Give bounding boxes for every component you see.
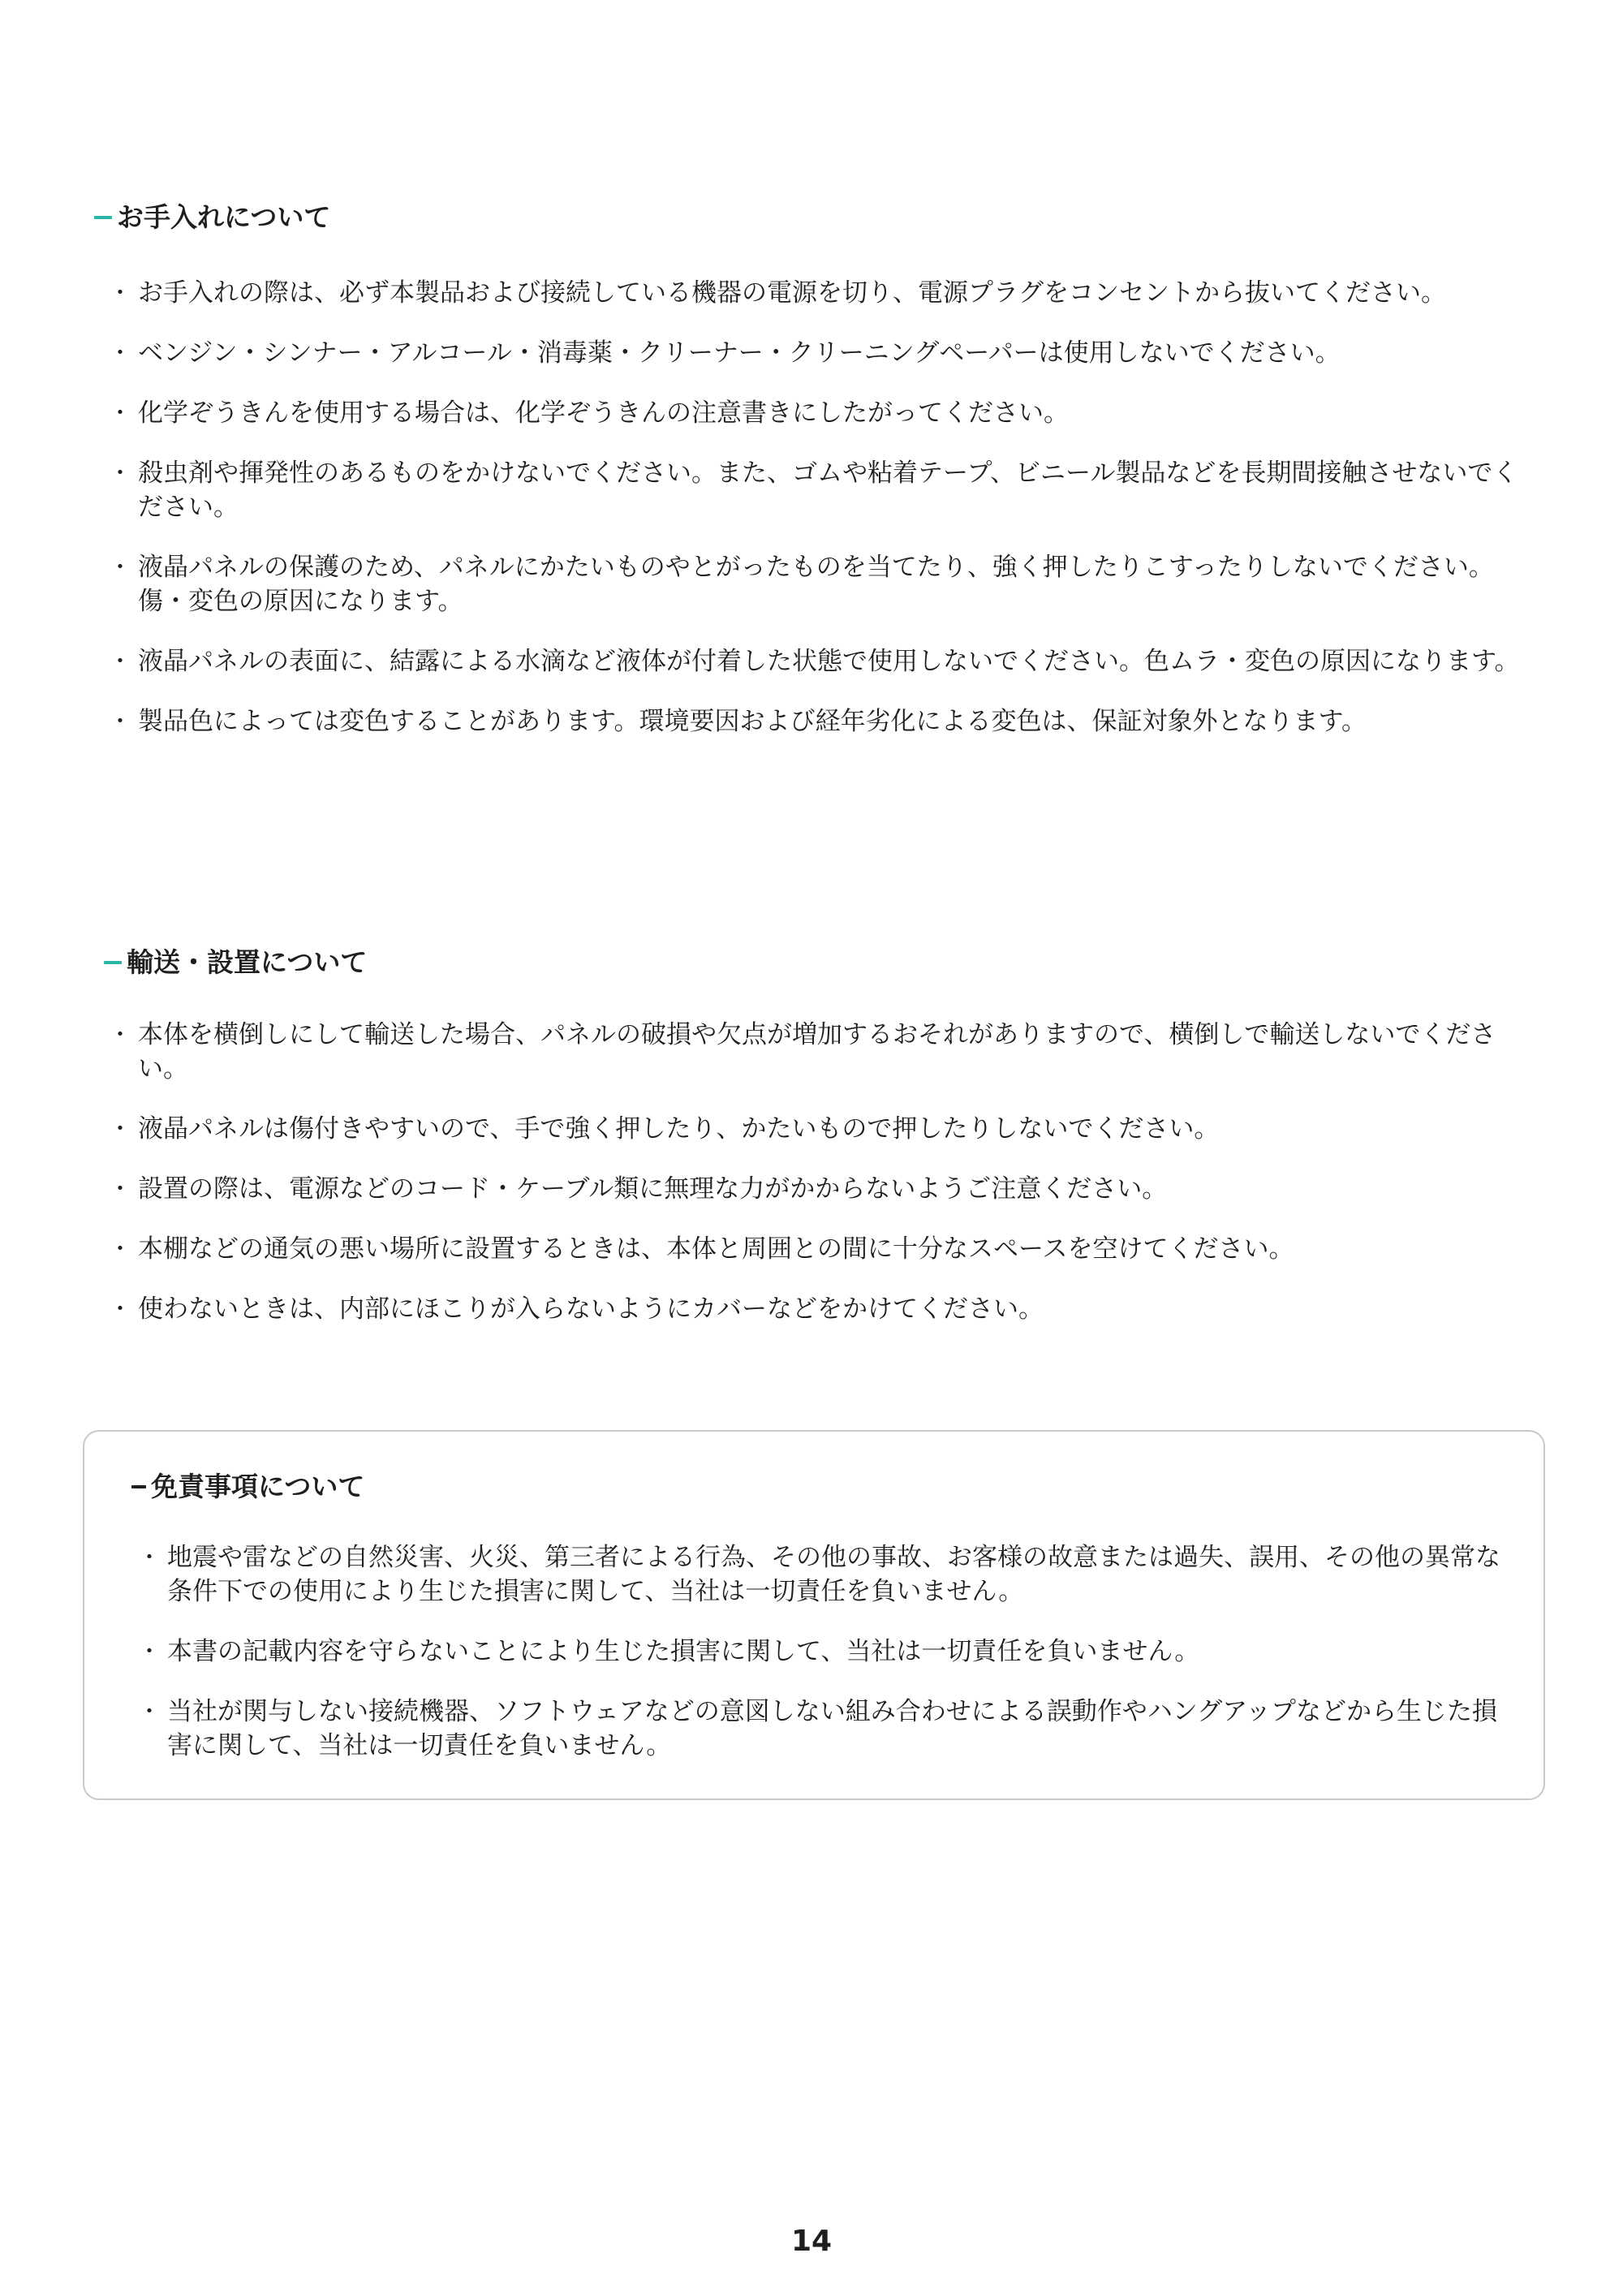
page-number: 14	[790, 2225, 833, 2258]
section-heading-care	[94, 201, 330, 234]
list-item: ・ ベンジン・シンナー・アルコール・消毒薬・クリーナー・クリーニングペーパーは使用しないでください。	[109, 336, 1529, 370]
bullet-icon: ・	[109, 1115, 132, 1142]
section-heading-transport	[104, 946, 367, 979]
disclaimer-list	[138, 1540, 1518, 1789]
list-item: ・ 殺虫剤や揮発性のあるものをかけないでください。また、ゴムや粘着テープ、ビニール製品などを長期間接触させないでください。	[109, 456, 1529, 524]
bullet-icon: ・	[109, 554, 132, 580]
list-item: ・ 地震や雷などの自然災害、火災、第三者による行為、その他の事故、お客様の故意または過失、誤用、その他の異常な条件下での使用により生じた損害に関して、当社は一切責任を負いません。	[138, 1540, 1518, 1609]
list-item: ・ 製品色によっては変色することがあります。環境要因および経年劣化による変色は、保証対象外となります。	[109, 704, 1529, 739]
bullet-icon: ・	[109, 648, 132, 674]
bullet-icon: ・	[109, 459, 132, 486]
section-title: 輸送・設置について	[127, 946, 368, 978]
care-list	[109, 276, 1529, 765]
bullet-icon: ・	[109, 1295, 132, 1322]
list-item: ・ 液晶パネルの保護のため、パネルにかたいものやとがったものを当てたり、強く押したりこすったりしないでください。傷・変色の原因になります。	[109, 550, 1529, 618]
list-item: ・ 本書の記載内容を守らないことにより生じた損害に関して、当社は一切責任を負いません。	[138, 1635, 1518, 1669]
bullet-icon: ・	[109, 1021, 132, 1048]
list-item: ・ 使わないときは、内部にほこりが入らないようにカバーなどをかけてください。	[109, 1292, 1529, 1326]
section-title: 免責事項について	[151, 1471, 365, 1502]
bullet-icon: ・	[109, 1175, 132, 1202]
list-item: ・ 当社が関与しない接続機器、ソフトウェアなどの意図しない組み合わせによる誤動作やハングアップなどから生じた損害に関して、当社は一切責任を負いません。	[138, 1695, 1518, 1763]
heading-dash-mark	[131, 1485, 146, 1488]
bullet-icon: ・	[138, 1544, 161, 1570]
list-item: ・ 液晶パネルは傷付きやすいので、手で強く押したり、かたいもので押したりしないでください。	[109, 1112, 1529, 1146]
bullet-icon: ・	[109, 339, 132, 366]
list-item: ・ 本体を横倒しにして輸送した場合、パネルの破損や欠点が増加するおそれがありますので、横倒しで輸送しないでください。	[109, 1018, 1529, 1086]
list-item: ・ お手入れの際は、必ず本製品および接続している機器の電源を切り、電源プラグをコンセントから抜いてください。	[109, 276, 1529, 310]
list-item: ・ 化学ぞうきんを使用する場合は、化学ぞうきんの注意書きにしたがってください。	[109, 396, 1529, 430]
heading-dash-mark	[94, 216, 112, 219]
bullet-icon: ・	[109, 279, 132, 306]
bullet-icon: ・	[109, 1235, 132, 1262]
bullet-icon: ・	[138, 1638, 161, 1665]
list-item: ・ 液晶パネルの表面に、結露による水滴など液体が付着した状態で使用しないでください。色ムラ・変色の原因になります。	[109, 644, 1529, 678]
list-item: ・ 本棚などの通気の悪い場所に設置するときは、本体と周囲との間に十分なスペースを空けてください。	[109, 1232, 1529, 1266]
bullet-icon: ・	[109, 708, 132, 734]
list-item: ・ 設置の際は、電源などのコード・ケーブル類に無理な力がかからないようご注意ください。	[109, 1172, 1529, 1206]
transport-list	[109, 1018, 1529, 1352]
bullet-icon: ・	[138, 1698, 161, 1725]
section-heading-disclaimer	[131, 1471, 364, 1503]
heading-dash-mark	[104, 961, 122, 964]
bullet-icon: ・	[109, 399, 132, 426]
section-title: お手入れについて	[117, 201, 331, 233]
